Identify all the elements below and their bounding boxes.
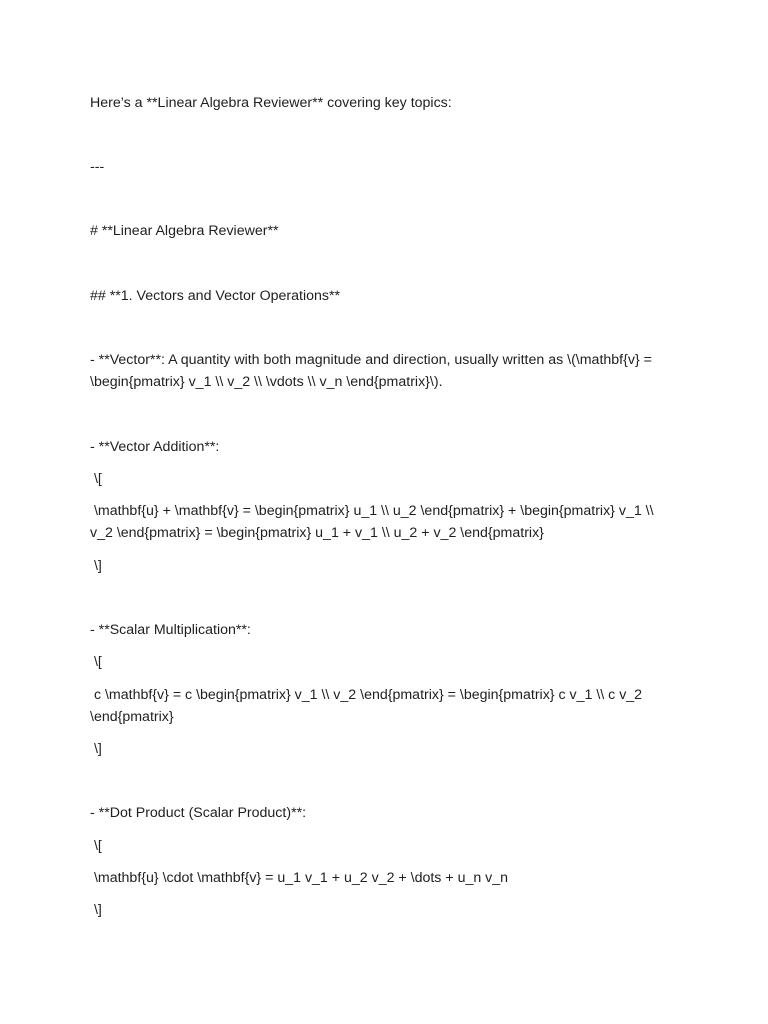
- vector-definition: - **Vector**: A quantity with both magnitude and direction, usually written as \(\mathbf{v} = \begin{pmatrix} v_1 \\ v_2 \\ \vdots \\ v_n \end{pmatrix}\).: [90, 352, 656, 390]
- vector-addition-close: \]: [90, 558, 102, 574]
- vector-addition-open: \[: [90, 471, 102, 487]
- scalar-multiplication-formula: c \mathbf{v} = c \begin{pmatrix} v_1 \\ v_2 \end{pmatrix} = \begin{pmatrix} c v_1 \\ c v_2 \end{pmatrix}: [90, 687, 647, 725]
- scalar-multiplication-open: \[: [90, 654, 102, 670]
- heading-1: # **Linear Algebra Reviewer**: [90, 223, 279, 239]
- dot-product-close: \]: [90, 902, 102, 918]
- vector-addition-formula: \mathbf{u} + \mathbf{v} = \begin{pmatrix} u_1 \\ u_2 \end{pmatrix} + \begin{pmatrix} v_1 \\ v_2 \end{pmatrix} = \begin{pmatrix} u_1 + v_1 \\ u_2 + v_2 \end{pmatrix}: [90, 503, 658, 541]
- scalar-multiplication-close: \]: [90, 741, 102, 757]
- scalar-multiplication-label: - **Scalar Multiplication**:: [90, 622, 251, 638]
- dot-product-label: - **Dot Product (Scalar Product)**:: [90, 805, 307, 821]
- vector-addition-label: - **Vector Addition**:: [90, 439, 220, 455]
- dot-product-formula: \mathbf{u} \cdot \mathbf{v} = u_1 v_1 + u_2 v_2 + \dots + u_n v_n: [90, 870, 509, 886]
- heading-2-vectors: ## **1. Vectors and Vector Operations**: [90, 288, 341, 304]
- intro-text: Here’s a **Linear Algebra Reviewer** covering key topics:: [90, 95, 452, 111]
- dot-product-open: \[: [90, 838, 102, 854]
- horizontal-rule-text: ---: [90, 159, 105, 175]
